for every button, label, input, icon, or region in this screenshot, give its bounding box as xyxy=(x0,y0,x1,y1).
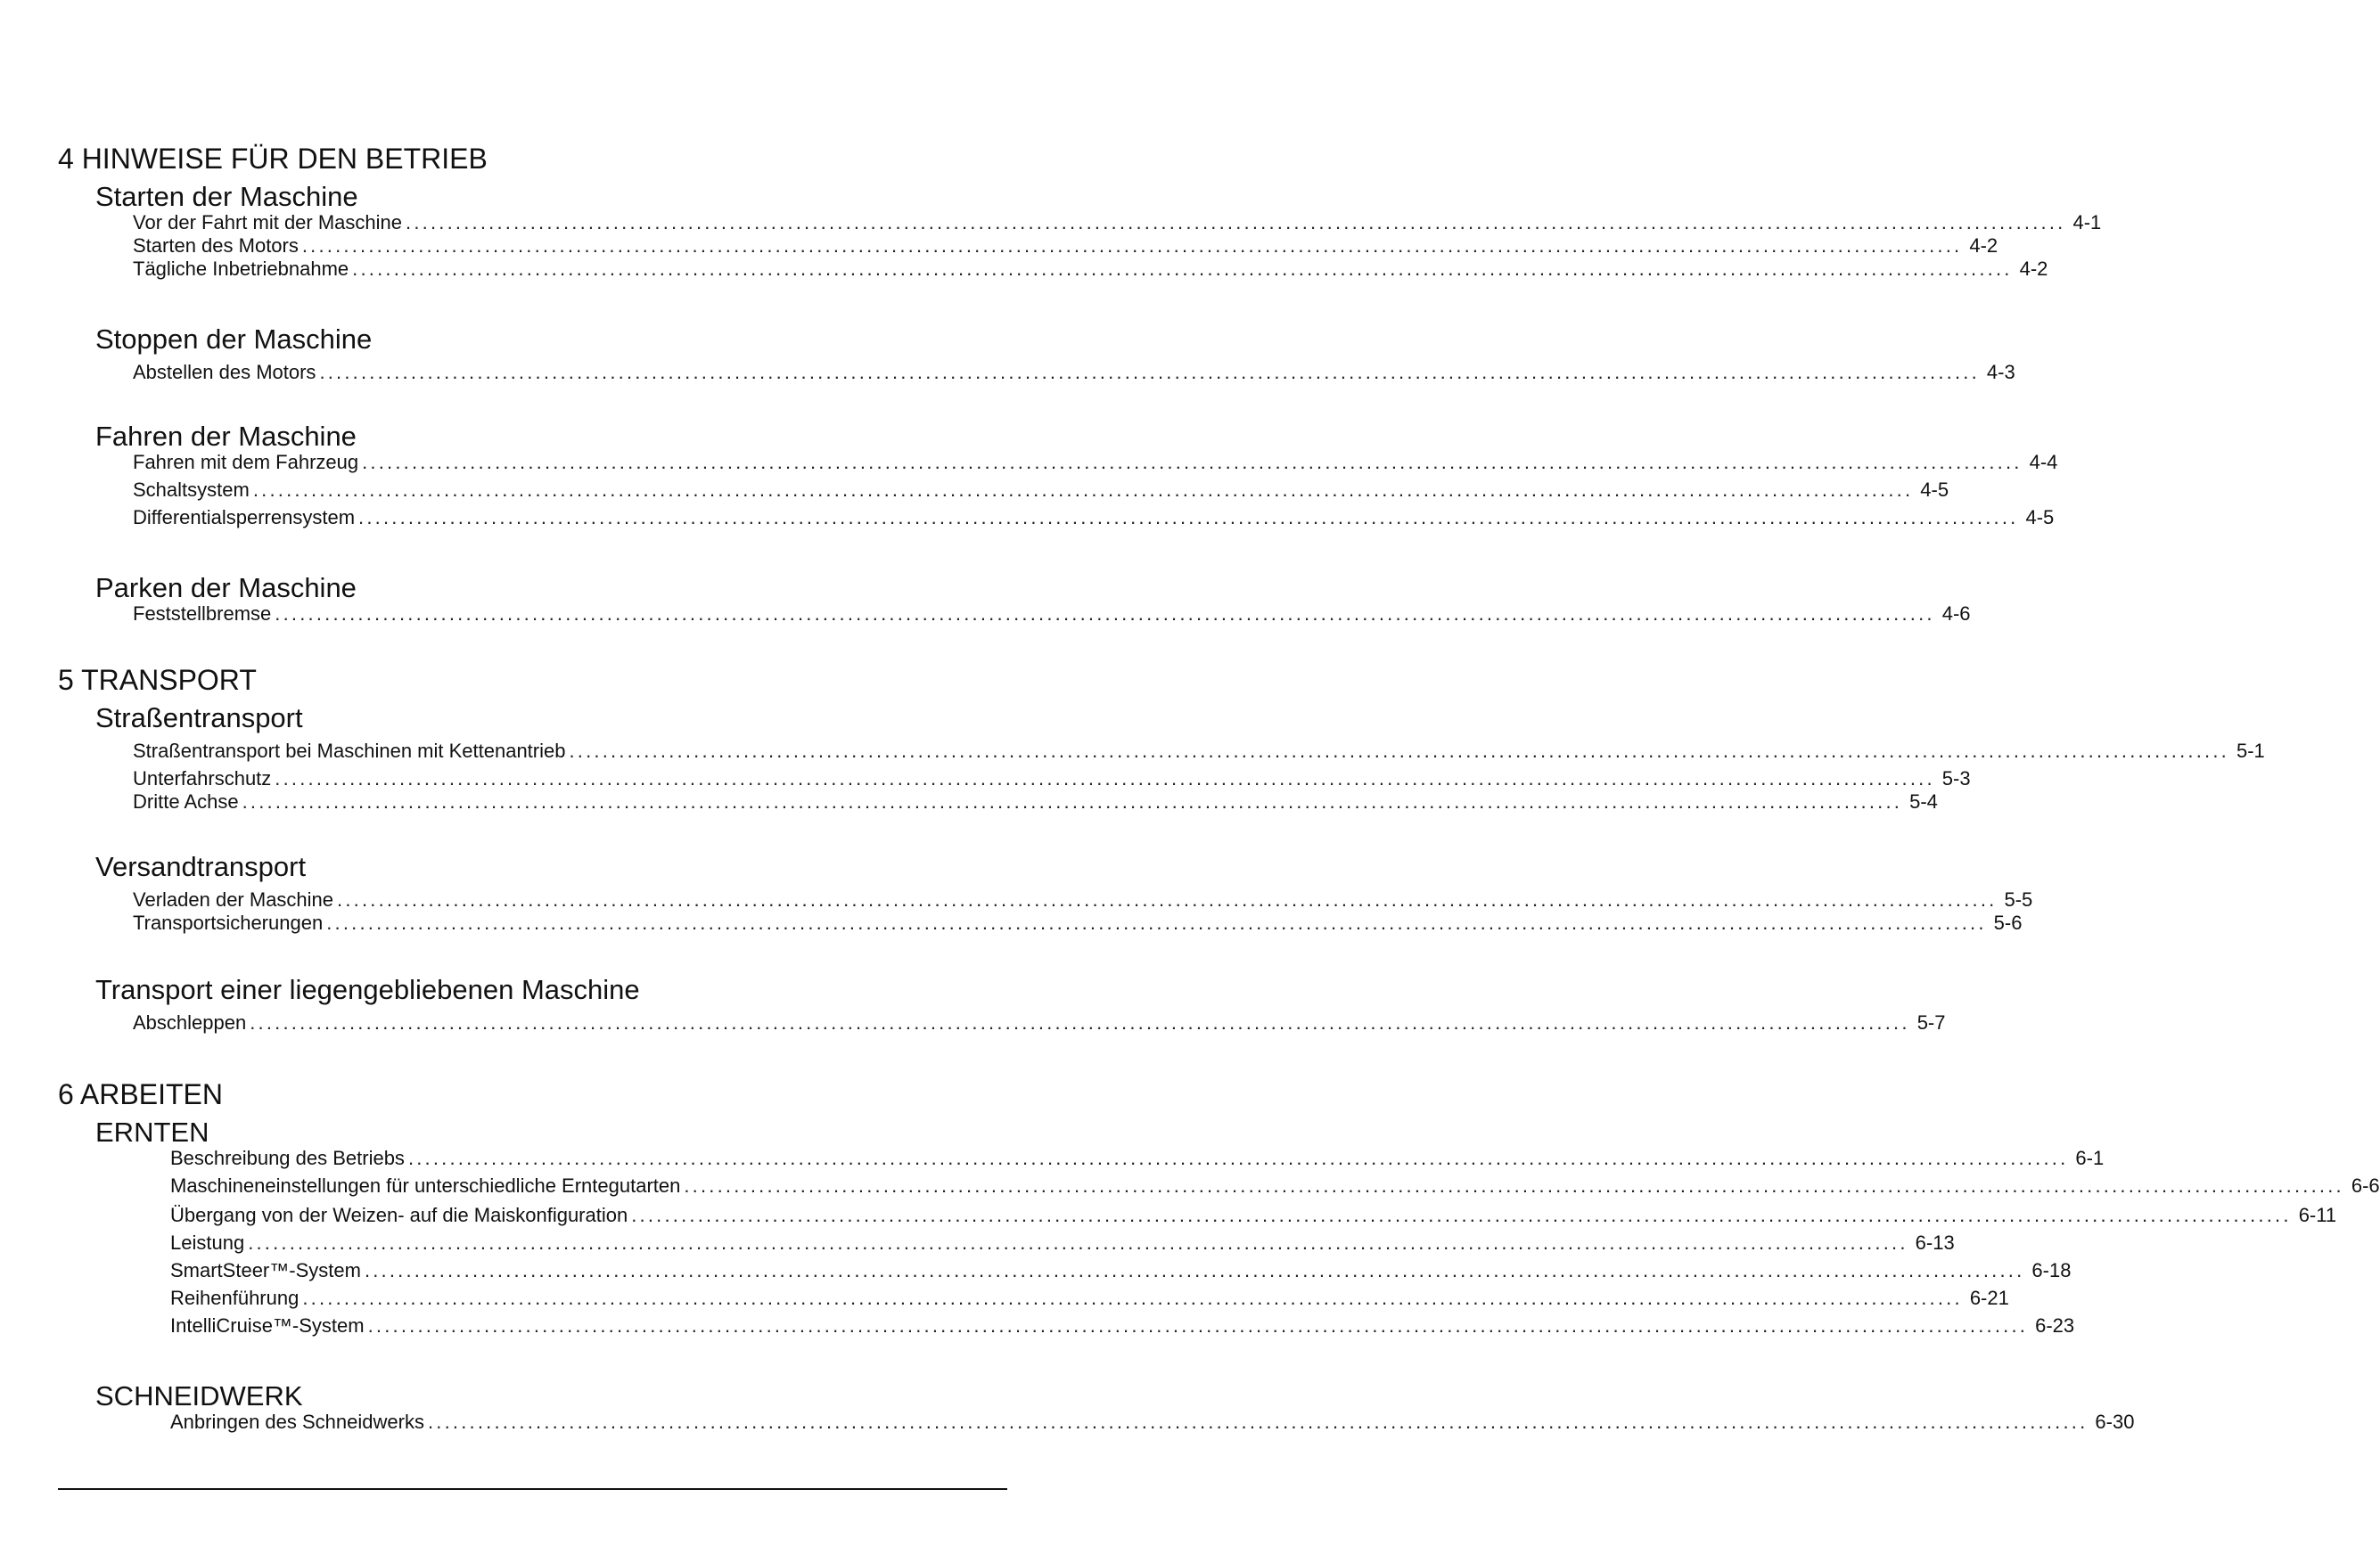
toc-entry-label: IntelliCruise™-System xyxy=(170,1314,365,1337)
section-versandtransport-title: Versandtransport xyxy=(95,851,307,882)
toc-entry-label: Abstellen des Motors xyxy=(133,361,316,383)
toc-entry-label: Transportsicherungen xyxy=(133,912,324,934)
toc-entry[interactable] xyxy=(170,1174,2380,1198)
toc-entry[interactable] xyxy=(133,1011,1946,1035)
dot-leader: ........................................................................................................................................................................................................ xyxy=(569,740,2229,762)
toc-entry[interactable] xyxy=(170,1204,2337,1227)
toc-entry-label: Übergang von der Weizen- auf die Maiskonfiguration xyxy=(170,1204,628,1226)
toc-entry-label: Feststellbremse xyxy=(133,602,272,625)
toc-entry[interactable] xyxy=(133,740,2265,763)
toc-entry-label: Anbringen des Schneidwerks xyxy=(170,1411,424,1433)
dot-leader: ........................................................................................................................................................................................................ xyxy=(367,1314,2029,1337)
dot-leader: ........................................................................................................................................................................................................ xyxy=(364,1259,2025,1281)
toc-entry[interactable] xyxy=(133,234,1998,258)
toc-entry-page: 4-2 xyxy=(1969,234,1998,257)
dot-leader: ........................................................................................................................................................................................................ xyxy=(407,1147,2069,1169)
chapter-5-title: 5 TRANSPORT xyxy=(58,664,257,696)
toc-entry-label: Starten des Motors xyxy=(133,234,299,257)
bottom-rule xyxy=(58,1488,1007,1490)
toc-entry[interactable] xyxy=(133,258,2048,281)
toc-entry-label: Tägliche Inbetriebnahme xyxy=(133,258,349,280)
toc-entry-page: 5-6 xyxy=(1993,912,2023,934)
dot-leader: ........................................................................................................................................................................................................ xyxy=(326,912,1987,934)
dot-leader: ........................................................................................................................................................................................................ xyxy=(250,1011,1910,1034)
dot-leader: ........................................................................................................................................................................................................ xyxy=(362,451,2023,473)
toc-entry-label: Leistung xyxy=(170,1232,245,1254)
toc-entry-page: 6-21 xyxy=(1969,1287,2009,1309)
dot-leader: ........................................................................................................................................................................................................ xyxy=(427,1411,2089,1433)
toc-entry-page: 4-5 xyxy=(2025,506,2055,528)
dot-leader: ........................................................................................................................................................................................................ xyxy=(302,1287,1963,1309)
toc-entry-page: 5-1 xyxy=(2236,740,2265,762)
dot-leader: ........................................................................................................................................................................................................ xyxy=(684,1174,2344,1197)
toc-entry-label: Differentialsperrensystem xyxy=(133,506,356,528)
dot-leader: ........................................................................................................................................................................................................ xyxy=(631,1204,2292,1226)
toc-entry[interactable] xyxy=(170,1232,1955,1255)
toc-entry-label: Abschleppen xyxy=(133,1011,247,1034)
toc-entry[interactable] xyxy=(170,1287,2009,1310)
toc-entry-page: 6-6 xyxy=(2351,1174,2380,1197)
toc-entry[interactable] xyxy=(133,912,2023,935)
toc-entry[interactable] xyxy=(133,361,2015,384)
toc-entry-page: 4-5 xyxy=(1920,479,1949,501)
toc-entry[interactable] xyxy=(133,602,1971,626)
toc-entry-label: Fahren mit dem Fahrzeug xyxy=(133,451,359,473)
toc-entry[interactable] xyxy=(133,451,2058,474)
toc-entry[interactable] xyxy=(170,1259,2072,1282)
toc-entry-label: Verladen der Maschine xyxy=(133,888,334,911)
section-ernten-title: ERNTEN xyxy=(95,1117,209,1148)
dot-leader: ........................................................................................................................................................................................................ xyxy=(352,258,2013,280)
toc-entry-label: SmartSteer™-System xyxy=(170,1259,361,1281)
toc-entry-label: Straßentransport bei Maschinen mit Kettenantrieb xyxy=(133,740,566,762)
toc-entry-label: Beschreibung des Betriebs xyxy=(170,1147,405,1169)
dot-leader: ........................................................................................................................................................................................................ xyxy=(358,506,2019,528)
dot-leader: ........................................................................................................................................................................................................ xyxy=(248,1232,1908,1254)
toc-entry-label: Maschineneinstellungen für unterschiedliche Erntegutarten xyxy=(170,1174,681,1197)
toc-entry-label: Schaltsystem xyxy=(133,479,250,501)
toc-entry-page: 4-1 xyxy=(2072,211,2102,233)
section-stoppen-title: Stoppen der Maschine xyxy=(95,323,373,355)
toc-entry-page: 5-4 xyxy=(1909,790,1938,813)
toc-entry[interactable] xyxy=(133,479,1949,502)
toc-entry-page: 6-11 xyxy=(2298,1204,2337,1226)
toc-entry-label: Reihenführung xyxy=(170,1287,300,1309)
toc-entry[interactable] xyxy=(170,1314,2075,1338)
toc-entry[interactable] xyxy=(170,1147,2105,1170)
section-parken-title: Parken der Maschine xyxy=(95,572,357,603)
toc-entry-page: 5-5 xyxy=(2004,888,2033,911)
section-transport-liegengeblieben-title: Transport einer liegengebliebenen Maschine xyxy=(95,974,640,1005)
toc-entry-page: 6-30 xyxy=(2095,1411,2135,1433)
chapter-6-title: 6 ARBEITEN xyxy=(58,1078,223,1110)
section-fahren-title: Fahren der Maschine xyxy=(95,421,357,452)
toc-entry-page: 4-6 xyxy=(1941,602,1971,625)
dot-leader: ........................................................................................................................................................................................................ xyxy=(301,234,1963,257)
toc-entry[interactable] xyxy=(170,1411,2135,1434)
toc-entry[interactable] xyxy=(133,790,1938,814)
toc-entry-page: 5-3 xyxy=(1941,767,1971,790)
dot-leader: ........................................................................................................................................................................................................ xyxy=(275,767,1935,790)
toc-entry-page: 4-2 xyxy=(2019,258,2048,280)
toc-entry-page: 5-7 xyxy=(1916,1011,1946,1034)
dot-leader: ........................................................................................................................................................................................................ xyxy=(406,211,2066,233)
toc-entry-label: Vor der Fahrt mit der Maschine xyxy=(133,211,403,233)
dot-leader: ........................................................................................................................................................................................................ xyxy=(242,790,1903,813)
toc-entry-label: Unterfahrschutz xyxy=(133,767,272,790)
toc-entry-page: 6-18 xyxy=(2031,1259,2072,1281)
chapter-4-title: 4 HINWEISE FÜR DEN BETRIEB xyxy=(58,143,488,175)
toc-entry-page: 6-13 xyxy=(1915,1232,1955,1254)
dot-leader: ........................................................................................................................................................................................................ xyxy=(252,479,1914,501)
toc-entry-page: 4-4 xyxy=(2029,451,2058,473)
toc-entry-page: 4-3 xyxy=(1986,361,2015,383)
dot-leader: ........................................................................................................................................................................................................ xyxy=(337,888,1998,911)
dot-leader: ........................................................................................................................................................................................................ xyxy=(275,602,1935,625)
toc-entry-page: 6-1 xyxy=(2075,1147,2105,1169)
toc-entry[interactable] xyxy=(133,211,2102,234)
section-strassentransport-title: Straßentransport xyxy=(95,702,303,733)
toc-entry[interactable] xyxy=(133,767,1971,790)
toc-entry-page: 6-23 xyxy=(2035,1314,2075,1337)
section-schneidwerk-title: SCHNEIDWERK xyxy=(95,1380,303,1412)
toc-entry-label: Dritte Achse xyxy=(133,790,239,813)
section-starten-title: Starten der Maschine xyxy=(95,181,358,212)
dot-leader: ........................................................................................................................................................................................................ xyxy=(319,361,1980,383)
toc-entry[interactable] xyxy=(133,506,2055,529)
toc-entry[interactable] xyxy=(133,888,2033,912)
